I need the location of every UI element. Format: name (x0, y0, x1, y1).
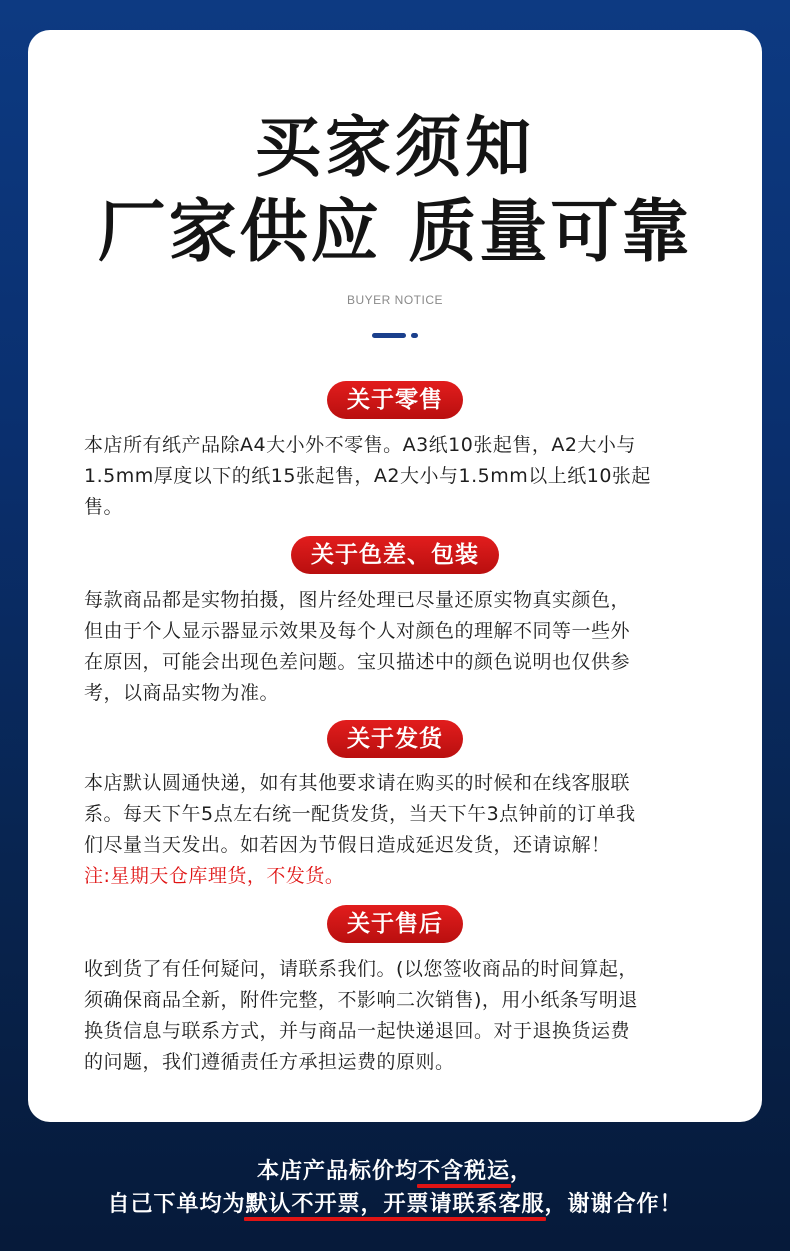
section-heading-shipping: 关于发货 (327, 720, 463, 758)
text-line: 在原因，可能会出现色差问题。宝贝描述中的颜色说明也仅供参 (84, 651, 631, 673)
page-subtitle: 厂家供应 质量可靠 (97, 193, 693, 272)
shipping-note: 注:星期天仓库理货，不发货。 (84, 865, 345, 887)
text-line: 但由于个人显示器显示效果及每个人对颜色的理解不同等一些外 (84, 620, 631, 642)
footer-text: 自己下单均为 (107, 1192, 246, 1217)
text-line: 本店默认圆通快递，如有其他要求请在购买的时候和在线客服联 (84, 772, 631, 794)
page-title: 买家须知 (255, 109, 535, 186)
footer-highlight-tax: 不含税运 (418, 1154, 510, 1185)
section-heading-color-packaging: 关于色差、包装 (291, 536, 499, 574)
text-line: 换货信息与联系方式，并与商品一起快递退回。对于退换货运费 (84, 1020, 631, 1042)
english-subtitle: BUYER NOTICE (346, 293, 443, 307)
footer-text: 本店产品标价均 (256, 1159, 418, 1184)
section-text-shipping (84, 768, 714, 892)
section-text-after-sales (84, 954, 714, 1078)
text-line: 本店所有纸产品除A4大小外不零售。A3纸10张起售，A2大小与 (84, 434, 636, 456)
footer-highlight-invoice: 默认不开票，开票请联系客服 (245, 1187, 544, 1218)
section-text-color-packaging (84, 585, 714, 709)
text-line: 系。每天下午5点左右统一配货发货，当天下午3点钟前的订单我 (84, 803, 636, 825)
text-line: 每款商品都是实物拍摄，图片经处理已尽量还原实物真实颜色， (84, 589, 631, 611)
title-divider (372, 333, 418, 339)
text-line: 考，以商品实物为准。 (84, 682, 280, 704)
section-heading-retail: 关于零售 (327, 381, 463, 419)
divider-bar (372, 333, 406, 338)
footer-text: ， (510, 1159, 534, 1184)
footer-line-1 (0, 1154, 790, 1185)
section-text-retail (84, 430, 714, 523)
footer-line-2 (0, 1187, 790, 1218)
text-line: 1.5mm厚度以下的纸15张起售，A2大小与1.5mm以上纸10张起 (84, 465, 651, 487)
text-line: 们尽量当天发出。如若因为节假日造成延迟发货，还请谅解！ (84, 834, 611, 856)
divider-dot (411, 333, 418, 338)
text-line: 的问题，我们遵循责任方承担运费的原则。 (84, 1051, 455, 1073)
text-line: 售。 (84, 496, 124, 518)
text-line: 须确保商品全新，附件完整，不影响二次销售)，用小纸条写明退 (84, 989, 638, 1011)
section-heading-after-sales: 关于售后 (327, 905, 463, 943)
footer-text: ，谢谢合作！ (544, 1192, 683, 1217)
text-line: 收到货了有任何疑问，请联系我们。(以您签收商品的时间算起， (84, 958, 638, 980)
